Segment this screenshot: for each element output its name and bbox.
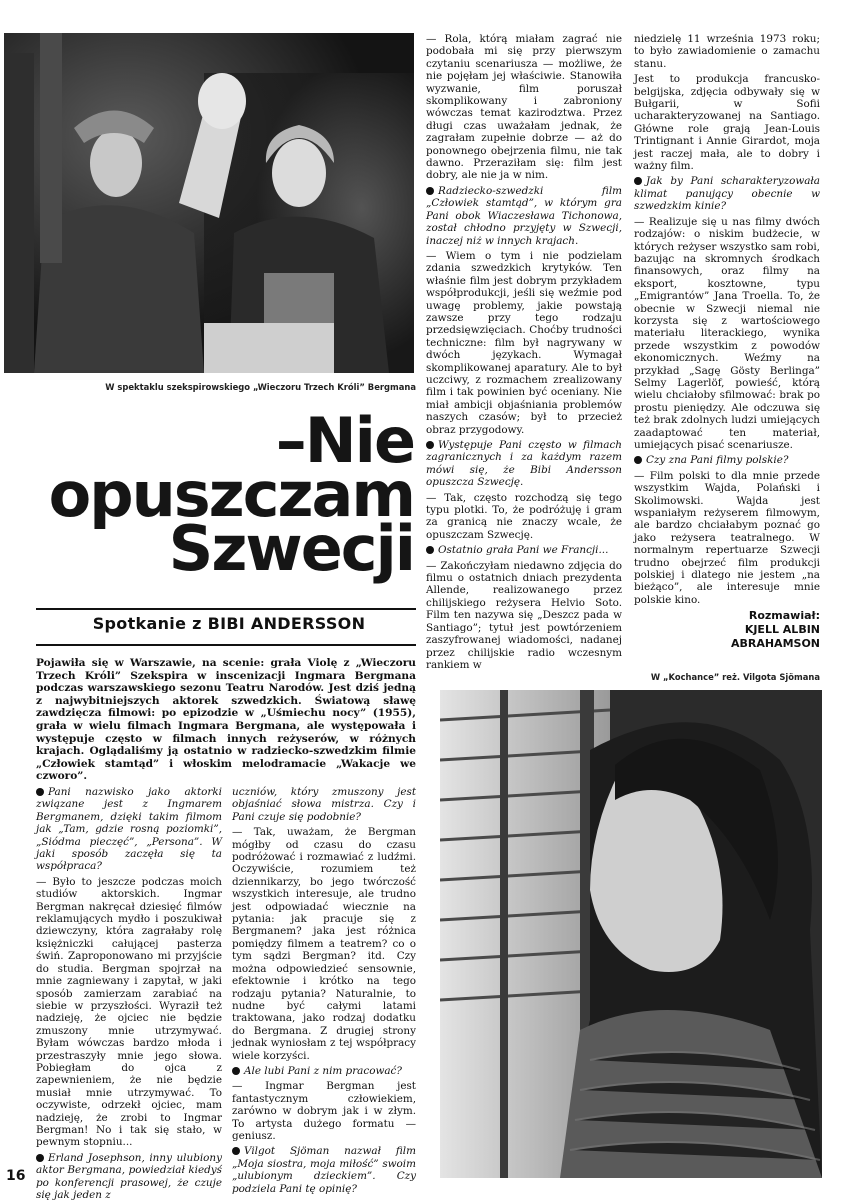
interview-question — [426, 439, 622, 489]
paragraph-text: Ale lubi Pani z nim pracować? — [244, 1064, 402, 1077]
interview-answer — [634, 33, 820, 70]
interview-answer — [426, 492, 622, 542]
interview-answer — [426, 33, 622, 182]
interview-question — [634, 175, 820, 212]
bullet-dot-icon — [426, 546, 434, 554]
paragraph-text: Jest to produkcja francusko-belgijska, zdjęcia odbywały się w Bułgarii, w Sofii ucharakteryzowanej na Santiago. Główne role grają Jean-Louis Trintignant i Annie Girardot, moja jest raczej mała, ale to dobry i ważny film. — [634, 73, 820, 173]
paragraph-text: — Ingmar Bergman jest fantastycznym człowiekiem, zarówno w dobrym jak i w złym. To artysta dużego formatu — geniusz. — [232, 1080, 416, 1142]
headline — [36, 404, 414, 585]
interviewer-signature — [640, 609, 820, 651]
paragraph-text: — Zakończyłam niedawno zdjęcia do filmu o ostatnich dniach prezydenta Allende, realizowanego przez chilijskiego reżysera Helvio Soto. Film ten nazywa się „Deszcz pada w Santiago”; tytuł jest powtórzeniem zaszyfrowanej wiadomości, nadanej przez chilijskie radio wczesnym rankiem w — [426, 559, 622, 671]
paragraph-text: Jak by Pani scharakteryzowała klimat panujący obecnie w szwedzkim kinie? — [634, 175, 820, 213]
stage-photo — [4, 33, 414, 373]
interview-question — [426, 544, 622, 556]
paragraph-text: Erland Josephson, inny ulubiony aktor Bergmana, powiedział kiedyś po konferencji prasowej, że czuje się jak jeden z — [36, 1151, 222, 1201]
signature-name-1: KJELL ALBIN — [744, 623, 820, 636]
bullet-dot-icon — [426, 441, 434, 449]
paragraph-text: Występuje Pani często w filmach zagranicznych i za każdym razem mówi się, że Bibi Andersson opuszcza Szwecję. — [426, 439, 622, 489]
interview-answer — [634, 470, 820, 606]
bottom-photo-caption: W „Kochance” reż. Vilgota Sjömana — [650, 672, 820, 682]
interview-answer — [232, 826, 416, 1062]
paragraph-text: Radziecko-szwedzki film „Człowiek stamtąd”, w którym gra Pani obok Wiaczesława Tichonowa, został chłodno przyjęty w Szwecji, inaczej niż w innych krajach. — [426, 184, 622, 247]
headline-line-2: opuszczam — [48, 458, 414, 531]
paragraph-text: — Wiem o tym i nie podzielam zdania szwedzkich krytyków. Ten właśnie film jest dobrym przykładem współprodukcji, jeśli się weźmie pod uwagę problemy, jakie powstają zawsze przy tego rodzaju przedsięwzięciach. Choćby trudności techniczne: film był nagrywany w dwóch językach. Wymagał skomplikowanej aparatury. Ale to był uczciwy, z rozmachem zrealizowany film i tak powinien być oceniany. Nie miał ambicji objaśniania problemów naszych czasów; był to przecież obraz przygodowy. — [426, 249, 622, 436]
headline-line-3: Szwecji — [168, 512, 414, 585]
interview-answer — [634, 73, 820, 172]
bullet-dot-icon — [634, 456, 642, 464]
paragraph-text: Vilgot Sjöman nazwał film „Moja siostra, moja miłość” swoim „ulubionym dzieckiem”. Czy podziela Pani tę opinię? — [232, 1145, 416, 1195]
text-column-3 — [426, 33, 622, 674]
paragraph-text: Czy zna Pani filmy polskie? — [646, 454, 789, 467]
paragraph-text: — Tak, uważam, że Bergman mógłby od czasu do czasu podróżować i rozmawiać z ludźmi. Oczywiście, rozumiem też dziennikarzy, bo jego twórczość wszystkich interesuje, ale trudno jest odpowiadać wiecznie na pytania: jak pracuje się z Bergmanem? jaka jest różnica pomiędzy filmem a teatrem? co o tym sądzi Bergman? itd. Czy można odpowiedzieć sensownie, efektownie i krótko na tego rodzaju pytania? Naturalnie, to nudne być całymi latami traktowana, jako rodzaj dodatku do Bergmana. Z drugiej strony jednak wyniosłam z tej współpracy wiele korzyści. — [232, 826, 416, 1062]
portrait-photo-image — [440, 690, 822, 1178]
text-column-1 — [36, 786, 222, 1204]
paragraph-text: — Było to jeszcze podczas moich studiów aktorskich. Ingmar Bergman nakręcał dziesięć filmów reklamujących mydło i poszukiwał dziewczyny, która zagrałaby rolę księżniczki całującej pasterza świń. Zaproponowano mi przyjście do studia. Bergman spojrzał na mnie zagniewany i zapytał, w jaki sposób zamierzam zarabiać na siebie w przyszłości. Wyraził też nadzieję, że ojciec nie będzie zmuszony mnie utrzymywać. Byłam wówczas bardzo młoda i przestraszyły mnie jego słowa. Pobiegłam do ojca z zapewnieniem, że nie będzie musiał mnie utrzymywać. To oczywiste, odrzekł ojciec, mam nadzieję, że zrobi to Ingmar Bergman! No i tak się stało, w pewnym stopniu... — [36, 875, 222, 1149]
text-column-4 — [634, 33, 820, 609]
paragraph-text: — Realizuje się u nas filmy dwóch rodzajów: o niskim budżecie, w których reżyser wszystko sam robi, bazując na skromnych środkach finansowych, oraz filmy na eksport, kosztowne, typu „Emigrantów” Jana Troella. To, że obecnie w Szwecji niemal nie korzysta się z wartościowego materiału literackiego, wynika przede wszystkim z powodów ekonomicznych. Weźmy na przykład „Sagę Gösty Berlinga” Selmy Lagerlöf, powieść, którą wielu chciałoby sfilmować: brak po prostu pieniędzy. Ale odczuwa się też brak zdolnych ludzi umiejących zaadaptować ten materiał, umiejących pisać scenariusze. — [634, 215, 820, 451]
page-number: 16 — [6, 1168, 26, 1184]
stage-photo-image — [4, 33, 414, 373]
bullet-dot-icon — [232, 1067, 240, 1075]
paragraph-text: — Tak, często rozchodzą się tego typu plotki. To, że podróżuję i gram za granicą nie znaczy wcale, że opuszczam Szwecję. — [426, 491, 622, 541]
paragraph-text: — Rola, którą miałam zagrać nie podobała mi się przy pierwszym czytaniu scenariusza — możliwe, że nie pojęłam jej właściwie. Stanowiła wyzwanie, film poruszał skomplikowany i zabroniony wówczas temat kazirodztwa. Przez długi czas uważałam jednak, że zagrałam zupełnie dobrze — aż do ponownego obejrzenia filmu, nie tak dawno. Przeraziłam się: film jest dobry, ale nie ja w nim. — [426, 33, 622, 182]
paragraph-text: Ostatnio grała Pani we Francji... — [438, 544, 609, 557]
bullet-dot-icon — [634, 177, 642, 185]
interview-answer — [634, 216, 820, 452]
paragraph-text: Pani nazwisko jako aktorki związane jest z Ingmarem Bergmanem, dzięki takim filmom jak „Tam, gdzie rosną poziomki”, „Siódma pieczęć”, „Persona”. W jaki sposób zaczęła się ta współpraca? — [36, 786, 222, 873]
interview-answer — [232, 1080, 416, 1142]
headline-rule-top — [36, 608, 416, 610]
interview-question — [232, 1065, 416, 1077]
text-column-2 — [232, 786, 416, 1198]
signature-name-2: ABRAHAMSON — [730, 637, 820, 650]
interview-question — [232, 786, 416, 823]
interview-question — [36, 786, 222, 873]
interview-question — [634, 454, 820, 466]
bullet-dot-icon — [36, 788, 44, 796]
paragraph-text: — Film polski to dla mnie przede wszystkim Wajda, Polański i Skolimowski. Wajda jest wspaniałym reżyserem filmowym, ale bardzo chciałabym poznać go jako reżysera teatralnego. W normalnym repertuarze Szwecji trudno obejrzeć film produkcji polskiej i dlatego nie jestem „na bieżąco”, ale interesuje mnie polskie kino. — [634, 469, 820, 606]
interview-answer — [426, 250, 622, 436]
paragraph-text: niedzielę 11 września 1973 roku; to było zawiadomienie o zamachu stanu. — [634, 33, 820, 70]
paragraph-text: uczniów, który zmuszony jest objaśniać słowa mistrza. Czy i Pani czuje się podobnie? — [232, 786, 416, 823]
subtitle: Spotkanie z BIBI ANDERSSON — [92, 614, 366, 633]
bullet-dot-icon — [36, 1154, 44, 1162]
headline-rule-bottom — [36, 644, 416, 646]
interview-answer — [36, 876, 222, 1149]
interview-answer — [426, 560, 622, 672]
interview-question — [426, 185, 622, 247]
lead-paragraph: Pojawiła się w Warszawie, na scenie: grała Violę z „Wieczoru Trzech Króli” Szekspira w inscenizacji Ingmara Bergmana podczas warszawskiego sezonu Teatru Narodów. Jest dziś jedną z najwybitniejszych aktorek szwedzkich. Światową sławę zawdzięcza filmowi: po epizodzie w „Uśmiechu nocy” (1955), grała w wielu filmach Ingmara Bergmana, ale występowała i występuje często w filmach innych reżyserów, w różnych krajach. Oglądaliśmy ją ostatnio w radziecko-szwedzkim filmie „Człowiek stamtąd” i włoskim melodramacie „Wakacje we czworo”. — [36, 657, 416, 783]
interview-question — [36, 1152, 222, 1202]
bullet-dot-icon — [426, 187, 434, 195]
headline-line-1: –Nie — [275, 404, 414, 477]
portrait-photo — [440, 690, 822, 1178]
top-photo-caption: W spektaklu szekspirowskiego „Wieczoru Trzech Króli” Bergmana — [105, 382, 416, 392]
signature-label: Rozmawiał: — [748, 609, 820, 622]
bullet-dot-icon — [232, 1147, 240, 1155]
